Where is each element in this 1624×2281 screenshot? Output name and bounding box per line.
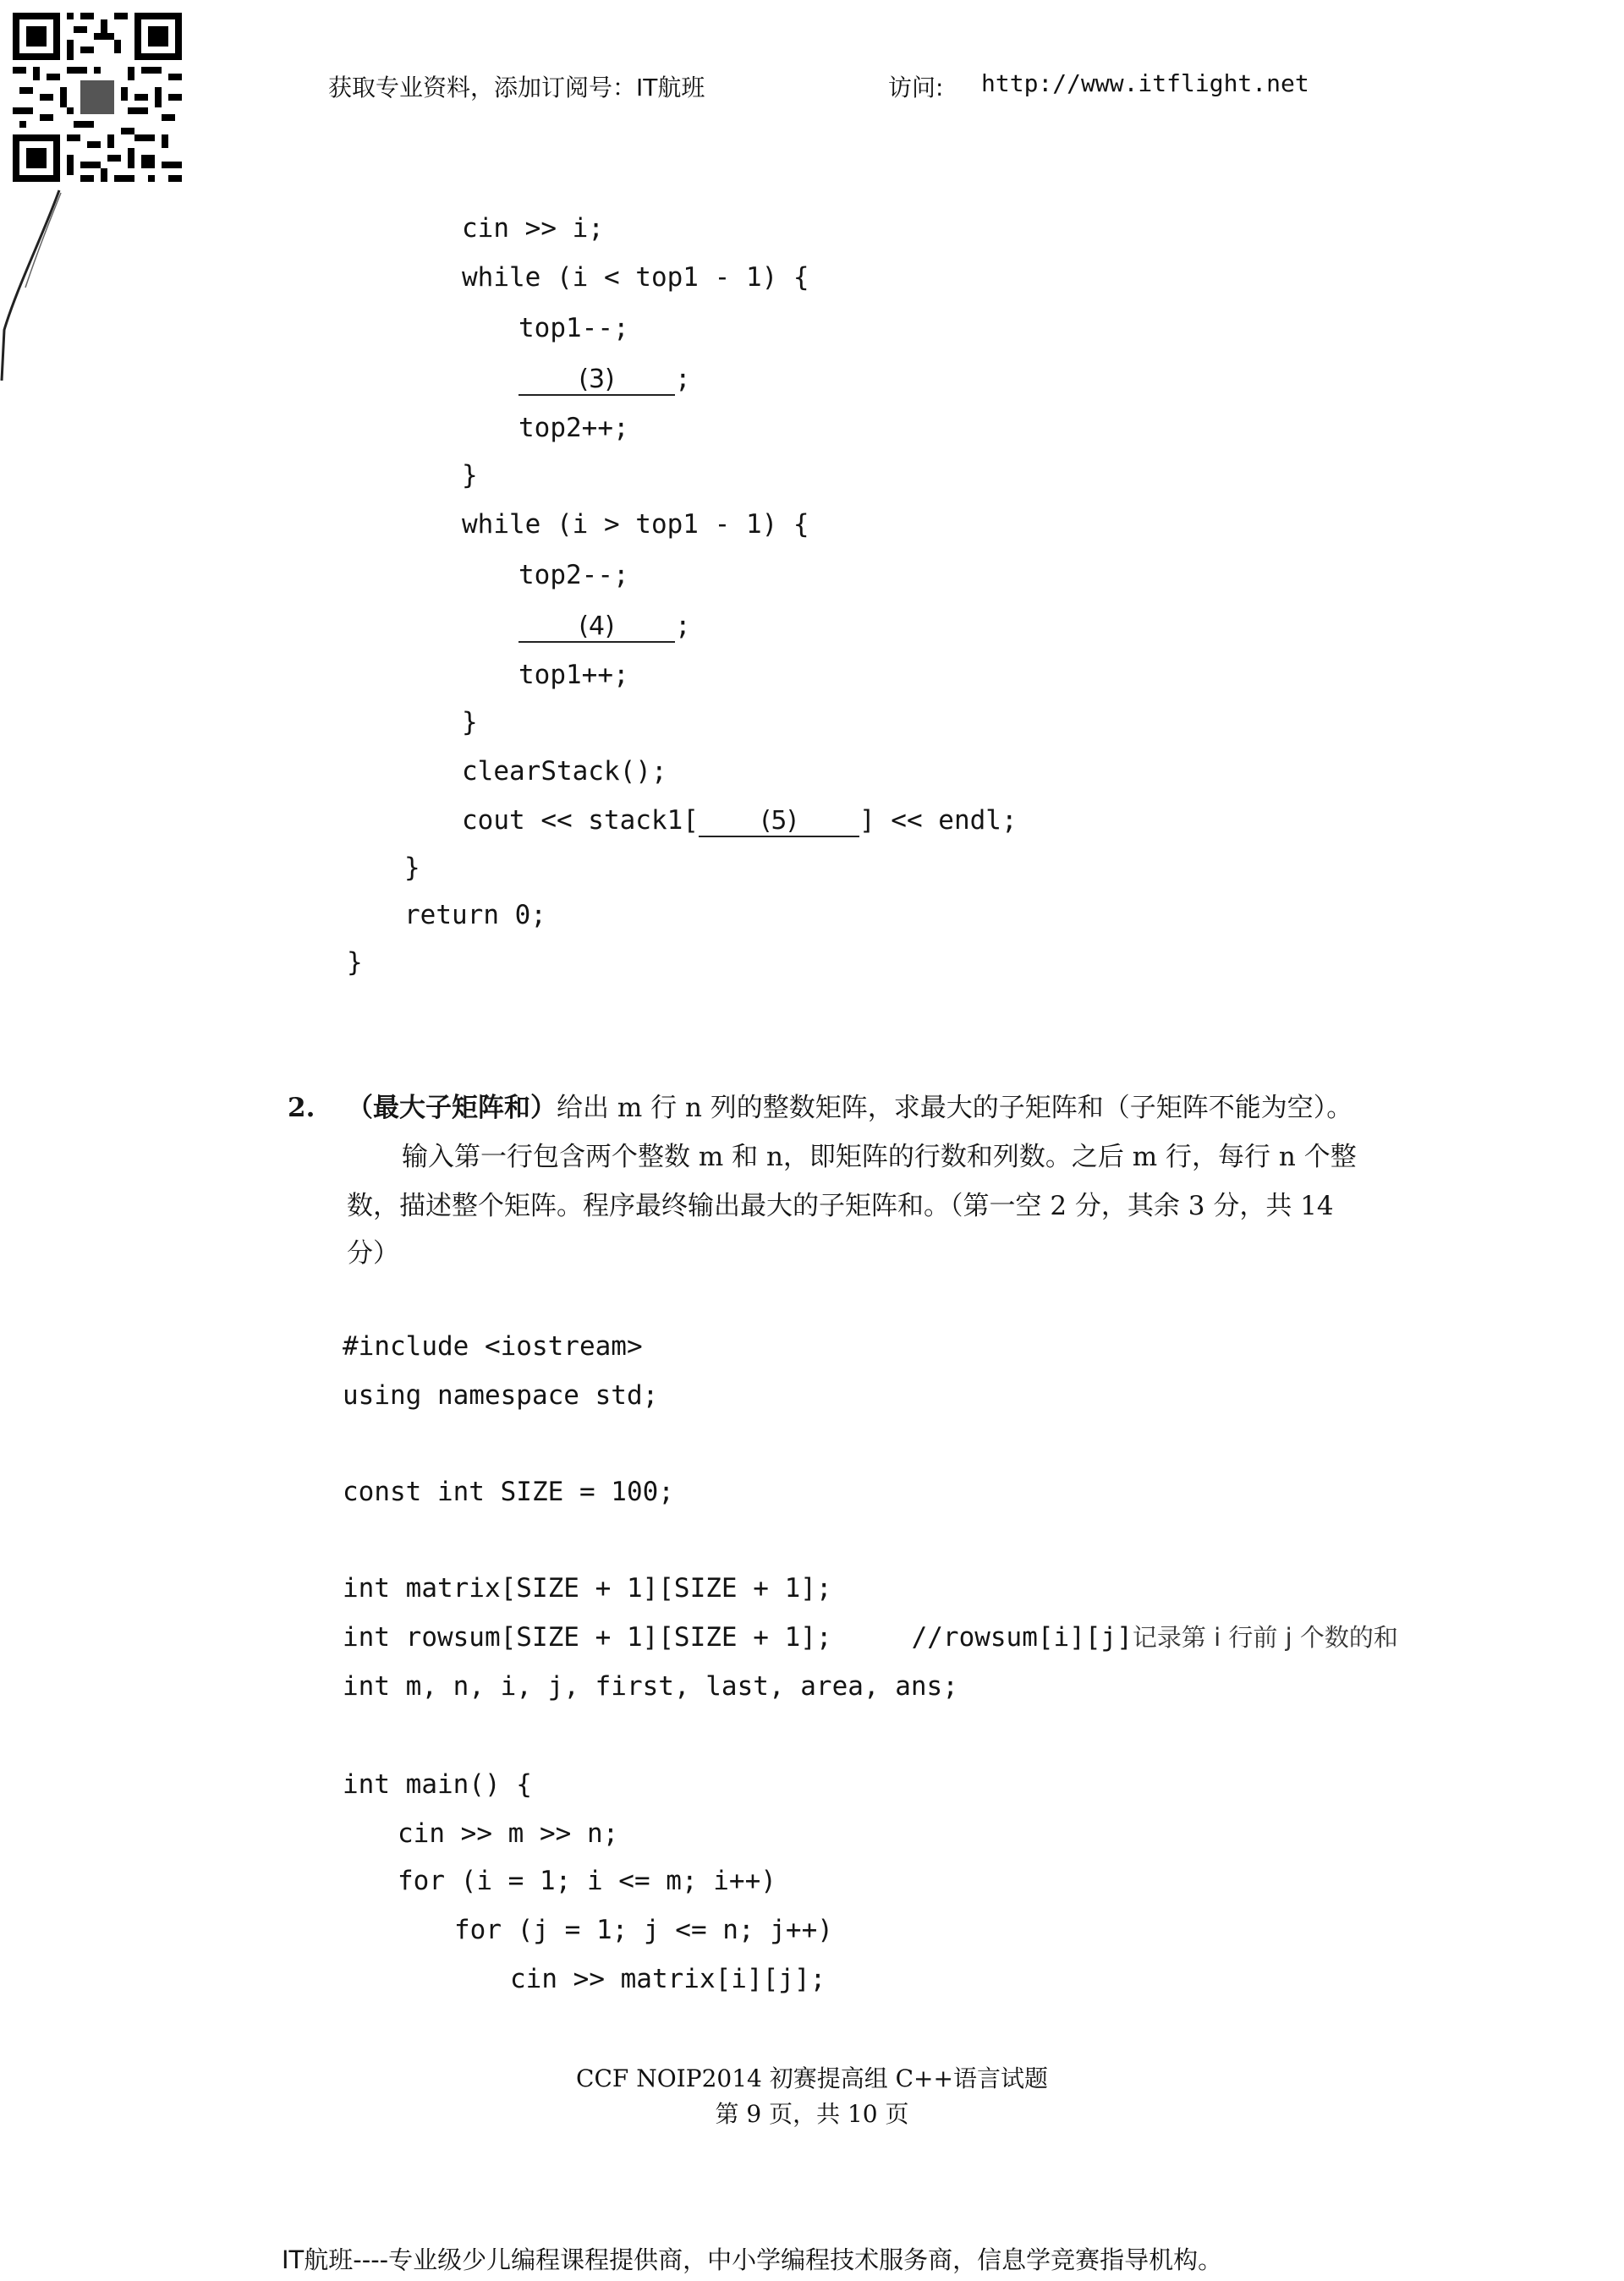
header-url-link[interactable]: http://www.itflight.net bbox=[981, 69, 1309, 97]
qr-code-icon bbox=[13, 13, 182, 182]
code-line: while (i > top1 - 1) { bbox=[462, 509, 809, 540]
code-line: clearStack(); bbox=[462, 756, 667, 787]
code-line: using namespace std; bbox=[343, 1380, 659, 1411]
code-line: while (i < top1 - 1) { bbox=[462, 262, 809, 293]
problem-number: 2. bbox=[288, 1093, 315, 1123]
code-line: for (i = 1; i <= m; i++) bbox=[398, 1866, 776, 1896]
problem-statement-line: 分） bbox=[347, 1238, 399, 1269]
footer-page-number: 第 9 页，共 10 页 bbox=[715, 2100, 909, 2128]
code-line: top1--; bbox=[518, 313, 629, 343]
code-line: } bbox=[347, 947, 363, 978]
code-line bbox=[462, 803, 1018, 837]
code-line: cin >> matrix[i][j]; bbox=[510, 1964, 826, 1994]
code-line: const int SIZE = 100; bbox=[343, 1477, 674, 1507]
code-line: (4) ; bbox=[518, 609, 691, 643]
code-line: return 0; bbox=[404, 900, 546, 930]
code-fragment: ] << endl; bbox=[859, 805, 1018, 836]
header-visit-label: 访问: bbox=[888, 74, 944, 101]
code-line: #include <iostream> bbox=[343, 1331, 643, 1362]
bottom-banner: IT航班----专业级少儿编程课程提供商，中小学编程技术服务商，信息学竞赛指导机构。 bbox=[282, 2245, 1223, 2274]
code-line: top1++; bbox=[518, 660, 629, 690]
code-line: for (j = 1; j <= n; j++) bbox=[454, 1915, 833, 1945]
code-line: top2--; bbox=[518, 560, 629, 590]
answer-blank-3[interactable]: (3) bbox=[518, 365, 675, 396]
footer-exam-title: CCF NOIP2014 初赛提高组 C++语言试题 bbox=[576, 2064, 1048, 2092]
code-line: top2++; bbox=[518, 413, 629, 443]
code-line: int main() { bbox=[343, 1769, 532, 1800]
code-line: int rowsum[SIZE + 1][SIZE + 1]; //rowsum[i][j]记录第 i 行前 j 个数的和 bbox=[343, 1622, 1398, 1653]
code-line: cin >> i; bbox=[462, 213, 604, 244]
code-line: (3) ; bbox=[518, 362, 691, 396]
problem-statement-line: 输入第一行包含两个整数 m 和 n，即矩阵的行数和列数。之后 m 行，每行 n 个整 bbox=[402, 1142, 1357, 1172]
header-subscribe-text: 获取专业资料，添加订阅号：IT航班 bbox=[328, 74, 705, 101]
code-line: } bbox=[404, 853, 420, 883]
code-line: } bbox=[462, 707, 478, 737]
problem-statement-line: 数，描述整个矩阵。程序最终输出最大的子矩阵和。（第一空 2 分，其余 3 分，共 14 bbox=[347, 1191, 1334, 1221]
problem-statement-line: （最大子矩阵和）给出 m 行 n 列的整数矩阵，求最大的子矩阵和（子矩阵不能为空）。 bbox=[347, 1093, 1353, 1123]
code-comment: //rowsum[i][j] bbox=[911, 1622, 1133, 1653]
answer-blank-5[interactable]: (5) bbox=[699, 807, 859, 837]
problem-title: （最大子矩阵和） bbox=[347, 1093, 557, 1123]
code-line: } bbox=[462, 460, 478, 491]
answer-blank-4[interactable]: (4) bbox=[518, 612, 675, 643]
code-fragment: cout << stack1[ bbox=[462, 805, 699, 836]
code-line: cin >> m >> n; bbox=[398, 1818, 619, 1849]
code-comment-chinese: 记录第 i 行前 j 个数的和 bbox=[1132, 1623, 1398, 1652]
pen-mark bbox=[0, 186, 68, 381]
code-line: int m, n, i, j, first, last, area, ans; bbox=[343, 1671, 958, 1702]
code-line: int matrix[SIZE + 1][SIZE + 1]; bbox=[343, 1573, 832, 1604]
